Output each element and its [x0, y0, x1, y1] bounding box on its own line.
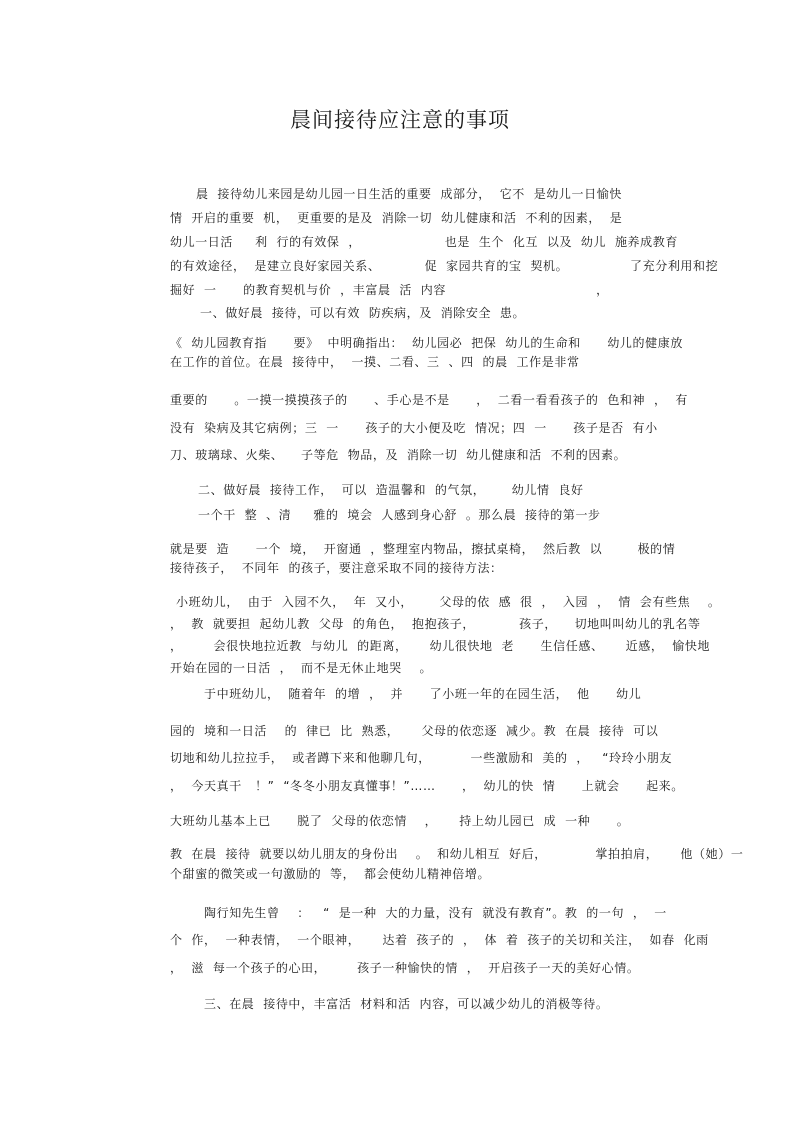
paragraph-line: ， 教 就要担 起幼儿教 父母 的角色， 抱抱孩子， 孩子， 切地叫叫幼儿的乳名等 — [170, 617, 701, 631]
paragraph-line: 《 幼儿园教育指 要》 中明确指出： 幼儿园必 把保 幼儿的生命和 幼儿的健康放 — [170, 336, 683, 350]
document-title: 晨间接待应注意的事项 — [290, 108, 510, 132]
paragraph-line: 小班幼儿， 由于 入园不久， 年 又小， 父母的依 感 很 ， 入园 ， 情 会有些焦 。 — [176, 595, 721, 609]
paragraph-line: 重要的 。一摸一摸摸孩子的 、手心是不是 ， 二看一看看孩子的 色和神 ， 有 — [170, 393, 688, 407]
paragraph-line: 刀、玻璃球、火柴、 子等危 物品，及 消除一切 幼儿健康和活 不利的因素。 — [170, 448, 627, 462]
paragraph-line: ， 会很快地拉近教 与幼儿 的距离， 幼儿很快地 老 生信任感、 近感， 愉快地 — [170, 639, 711, 653]
paragraph-line: 一个干 整 、清 雅的 境会 人感到身心舒 。那么晨 接待的第一步 — [198, 508, 601, 522]
section-heading-2: 二、做好晨 接待工作， 可以 造温馨和 的气氛， 幼儿情 良好 — [198, 483, 584, 497]
paragraph-line: 个甜蜜的微笑或一句激励的 等， 都会使幼儿精神倍增。 — [170, 867, 491, 881]
paragraph-line: 园的 境和一日活 的 律已 比 熟悉， 父母的依恋逐 减少。教 在晨 接待 可以 — [170, 724, 659, 738]
paragraph-line: 情 开启的重要 机， 更重要的是及 消除一切 幼儿健康和活 不利的因素， 是 — [170, 211, 623, 225]
paragraph-line: ， 滋 每一个孩子的心田， 孩子一种愉快的情 ， 开启孩子一天的美好心情。 — [170, 961, 640, 975]
paragraph-line: 没有 染病及其它病例；三 一 孩子的大小便及吃 情况；四 一 孩子是否 有小 — [170, 421, 658, 435]
paragraph-line: 个 作， 一种表情， 一个眼神， 达着 孩子的 ， 体 着 孩子的关切和关注， 如春 化雨 — [170, 933, 709, 947]
paragraph-line: 的有效途径， 是建立良好家园关系、 促 家园共育的宝 契机。 了充分利用和挖 — [170, 259, 719, 273]
section-heading-3: 三、在晨 接待中，丰富活 材料和活 内容，可以减少幼儿的消极等待。 — [204, 997, 609, 1011]
paragraph-line: 幼儿一日活 利 行的有效保 ， 也是 生个 化互 以及 幼儿 施养成教育 — [170, 235, 678, 249]
paragraph-line: 就是要 造 一个 境， 开窗通 ，整理室内物品，擦拭桌椅， 然后教 以 极的情 — [170, 542, 676, 556]
paragraph-line: 在工作的首位。在晨 接待中， 一摸、二看、三 、四 的晨 工作是非常 — [170, 355, 580, 369]
paragraph-line: ， 今天真干 ！” “冬冬小朋友真懂事！”…… ， 幼儿的快 情 上就会 起来。 — [170, 779, 684, 793]
section-heading-1: 一、做好晨 接待，可以有效 防疾病，及 消除安全 患。 — [200, 306, 526, 320]
paragraph-line: 晨 接待幼儿来园是幼儿园一日生活的重要 成部分， 它不 是幼儿一日愉快 — [196, 187, 622, 201]
paragraph-line: 于中班幼儿， 随着年 的增 ， 并 了小班一年的在园生活， 他 幼儿 — [204, 687, 642, 701]
paragraph-line: 切地和幼儿拉拉手， 或者蹲下来和他聊几句， 一些激励和 美的 ， “玲玲小朋友 — [170, 751, 673, 765]
paragraph-line: 教 在晨 接待 就要以幼儿朋友的身份出 。 和幼儿相互 好后， 掌拍拍肩， 他（她）一 — [170, 847, 744, 861]
paragraph-line: 陶行知先生曾 ： “ 是一种 大的力量，没有 就没有教育”。教 的一句 ， 一 — [204, 906, 667, 920]
paragraph-line: 接待孩子， 不同年 的孩子，要注意采取不同的接待方法： — [170, 561, 503, 575]
paragraph-line: 大班幼儿基本上已 脱了 父母的依恋情 ， 持上幼儿园已 成 一种 。 — [170, 814, 630, 828]
paragraph-line: 开始在园的一日活 ， 而不是无休止地哭 。 — [170, 661, 433, 675]
paragraph-line: 掘好 一 的教育契机与价 ，丰富晨 活 内容 ， — [170, 283, 609, 297]
